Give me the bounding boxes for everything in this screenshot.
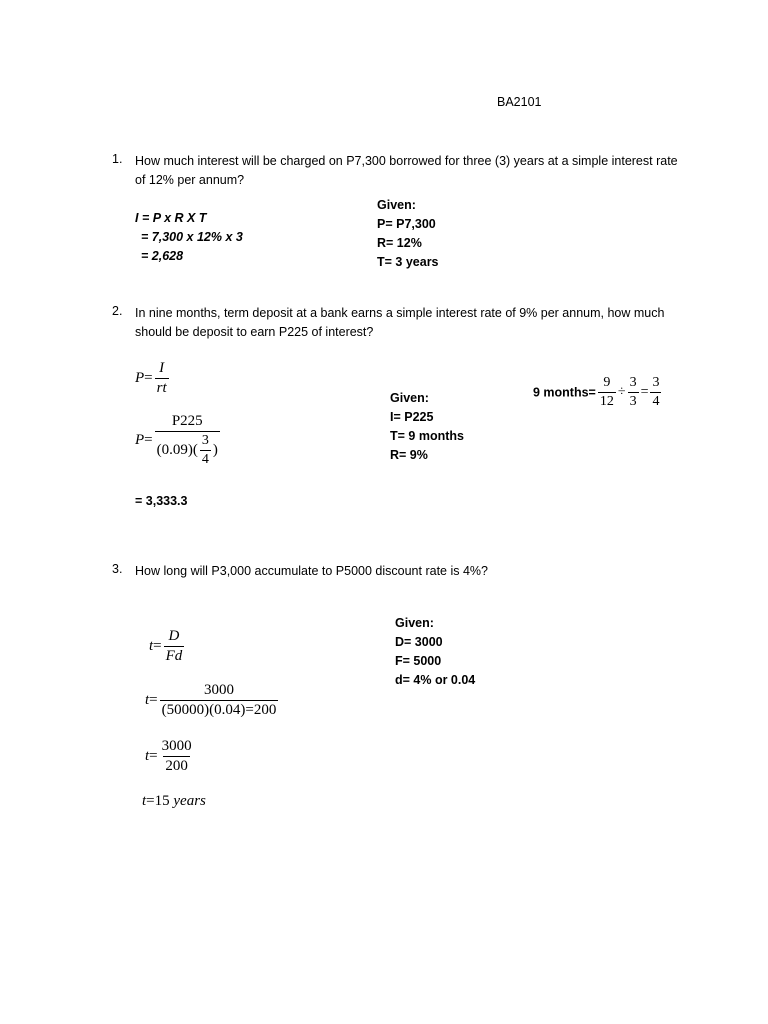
- fraction-denominator: 12: [599, 394, 614, 409]
- step-equals: =: [149, 747, 158, 764]
- substitution-numerator: 3000: [203, 682, 234, 698]
- problem-3-given: [395, 614, 475, 690]
- problem-3-number: 3.: [112, 562, 123, 576]
- step-lhs: t: [145, 747, 150, 764]
- problem-2-formula: [135, 360, 171, 397]
- problem-2-given: [390, 389, 464, 465]
- formula-equals: =: [153, 637, 162, 654]
- substitution-denominator: (50000)(0.04)=200: [161, 702, 277, 718]
- fraction-numerator: 3: [652, 375, 660, 390]
- answer-value: 15: [154, 793, 170, 809]
- formula-numerator: D: [168, 628, 180, 644]
- denominator-right: ): [212, 441, 218, 458]
- substitution-equals: =: [144, 431, 153, 448]
- given-item: d= 4% or 0.04: [395, 673, 476, 687]
- equals-sign: =: [640, 384, 649, 400]
- problem-3-step: [145, 738, 196, 775]
- given-item: T= 3 years: [377, 255, 439, 269]
- fraction-numerator: 9: [603, 375, 611, 390]
- fraction-denominator: 4: [652, 394, 660, 409]
- formula-numerator: I: [159, 360, 165, 376]
- formula-denominator: Fd: [165, 648, 183, 664]
- problem-2-question: In nine months, term deposit at a bank earns a simple interest rate of 9% per annum, how much should be deposit to earn P225 of interest?: [135, 306, 665, 339]
- inner-fraction-denominator: 4: [201, 452, 209, 467]
- solution-line: = 2,628: [141, 249, 184, 263]
- problem-1-solution: [135, 209, 243, 266]
- given-item: F= 5000: [395, 654, 442, 668]
- problem-1-number: 1.: [112, 152, 123, 166]
- answer-unit: years: [173, 793, 206, 809]
- denominator-left: (0.09)(: [156, 441, 198, 458]
- given-item: P= P7,300: [377, 217, 436, 231]
- given-title: Given:: [395, 616, 434, 630]
- given-item: T= 9 months: [390, 429, 464, 443]
- fraction-denominator: 3: [629, 394, 637, 409]
- substitution-numerator: P225: [171, 413, 203, 429]
- course-code: BA2101: [497, 95, 542, 109]
- fraction-numerator: 3: [629, 375, 637, 390]
- problem-2-number: 2.: [112, 304, 123, 318]
- solution-line: = 7,300 x 12% x 3: [141, 230, 243, 244]
- answer-lhs: t: [142, 793, 147, 809]
- given-title: Given:: [377, 198, 416, 212]
- formula-denominator: rt: [156, 380, 167, 396]
- substitution-equals: =: [149, 691, 158, 708]
- problem-2-months-conversion: [533, 375, 663, 410]
- inner-fraction-numerator: 3: [201, 433, 209, 448]
- problem-3-formula: [149, 628, 186, 665]
- substitution-lhs: P: [135, 431, 145, 448]
- given-item: D= 3000: [395, 635, 443, 649]
- problem-1-question: How much interest will be charged on P7,300 borrowed for three (3) years at a simple interest rate of 12% per annum?: [135, 154, 678, 187]
- problem-3-answer: [142, 793, 206, 810]
- divide-sign: ÷: [617, 384, 626, 400]
- answer-equals: =: [146, 793, 155, 809]
- step-denominator: 200: [165, 758, 188, 774]
- problem-3-substitution: [145, 682, 280, 719]
- conversion-label: 9 months=: [533, 385, 596, 400]
- problem-2-result: = 3,333.3: [135, 494, 188, 508]
- substitution-denominator: [155, 431, 220, 468]
- step-numerator: 3000: [161, 738, 192, 754]
- problem-2-substitution: [135, 413, 222, 468]
- problem-1-given: [377, 196, 439, 272]
- given-item: R= 12%: [377, 236, 422, 250]
- solution-line: I = P x R X T: [135, 211, 207, 225]
- formula-lhs: P: [135, 369, 145, 386]
- given-item: R= 9%: [390, 448, 428, 462]
- given-item: I= P225: [390, 410, 434, 424]
- given-title: Given:: [390, 391, 429, 405]
- problem-3-question: How long will P3,000 accumulate to P5000 discount rate is 4%?: [135, 564, 488, 578]
- formula-equals: =: [144, 369, 153, 386]
- formula-lhs: t: [149, 637, 154, 654]
- substitution-lhs: t: [145, 691, 150, 708]
